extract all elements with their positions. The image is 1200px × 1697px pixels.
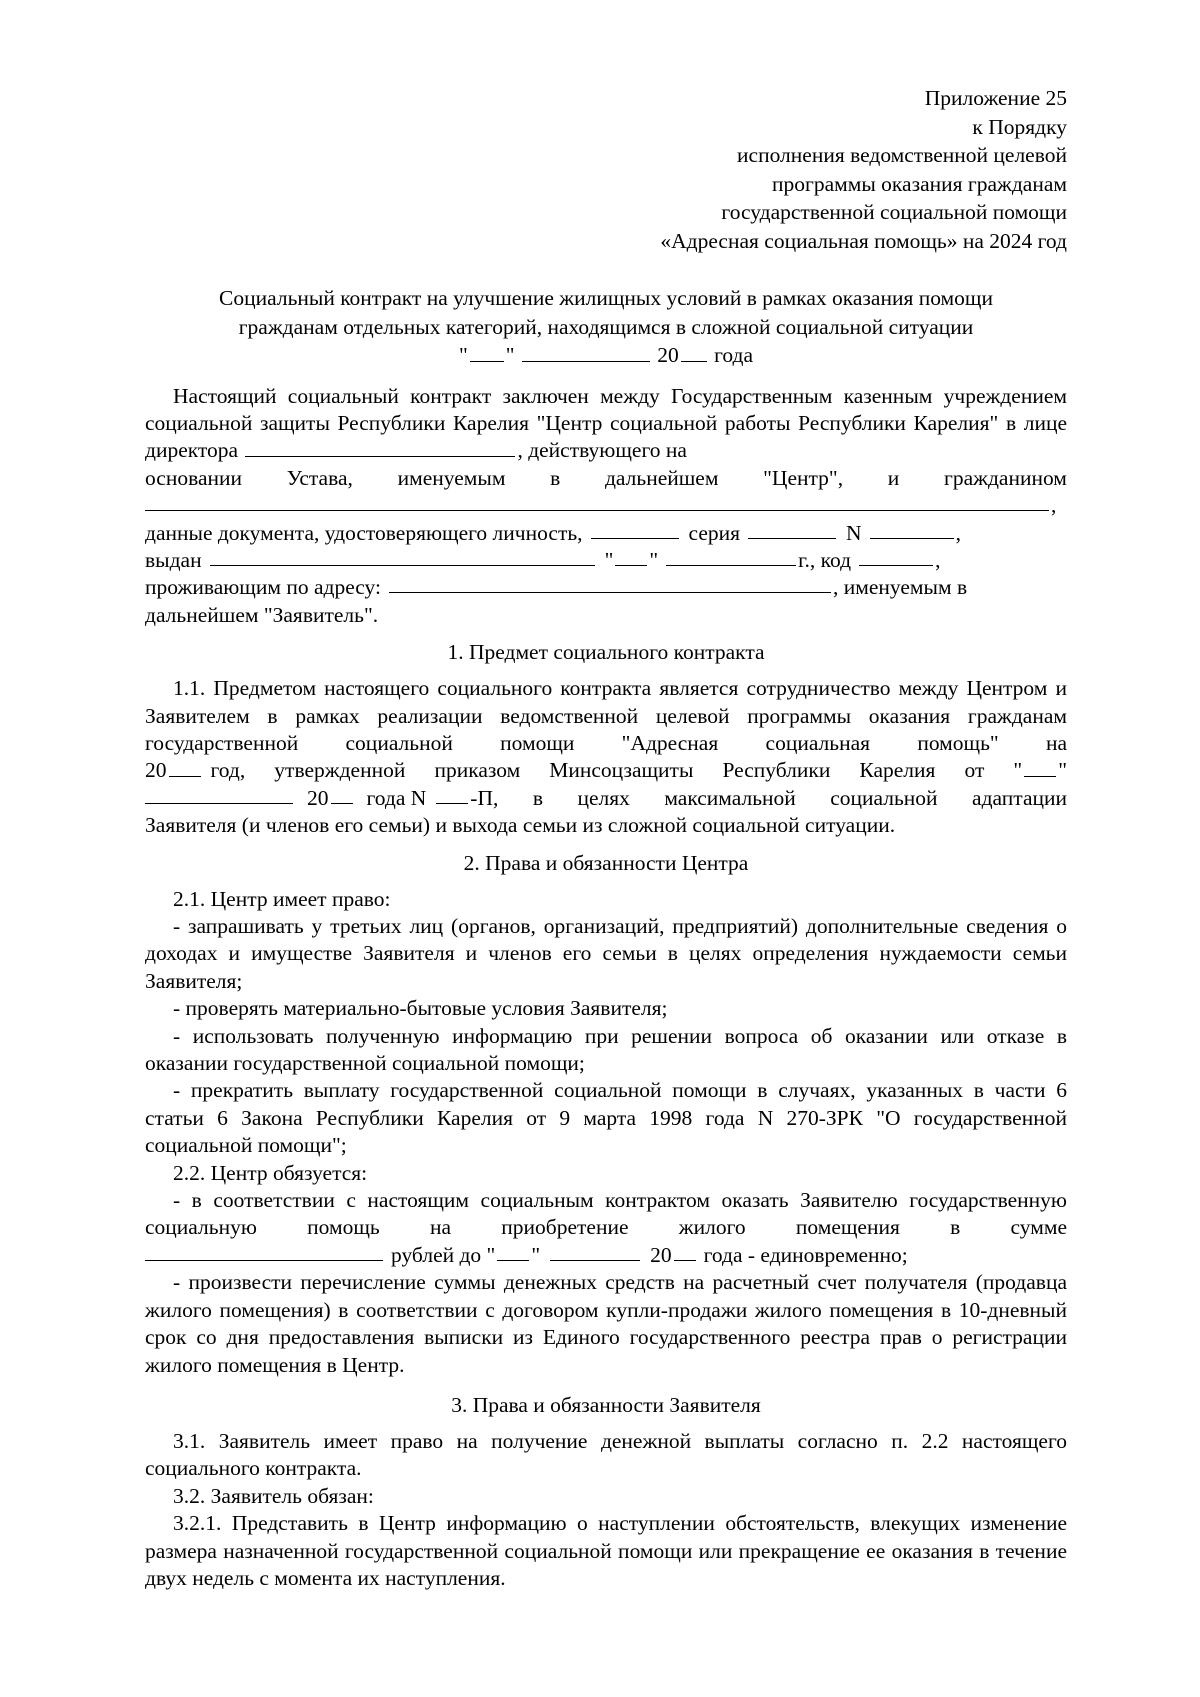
section-2-heading: 2. Права и обязанности Центра [463, 850, 749, 875]
appendix-line: программы оказания гражданам [772, 171, 1067, 196]
clause-2-2-b: - произвести перечисление суммы денежных средств на расчетный счет получателя (продавца жилого помещения) в соответствии с договором купли-продажи жилого помещения в 10-дневный срок со дня предоставления выписки из Единого государственного реестра прав о регистрации жилого помещения в Центр. [145, 1270, 1067, 1377]
clause-2-1-c: - использовать полученную информацию при решении вопроса об оказании или отказе в оказании государственной социальной помощи; [145, 1023, 1067, 1076]
document-page [145, 84, 1067, 1592]
title-line-2: гражданам отдельных категорий, находящимся в сложной социальной ситуации [238, 314, 974, 339]
identity-document-line: данные документа, удостоверяющего личность, серия N , [145, 520, 961, 545]
number-blank [870, 520, 954, 539]
appendix-line: Приложение 25 [924, 86, 1067, 110]
clause-2-2: 2.2. Центр обязуется: [173, 1160, 368, 1185]
address-line: проживающим по адресу: , именуемым в [145, 575, 968, 600]
document-blank [591, 520, 679, 539]
payment-month-blank [550, 1242, 640, 1261]
clause-3-1: 3.1. Заявитель имеет право на получение денежной выплаты согласно п. 2.2 настоящего социального контракта. [145, 1428, 1067, 1481]
citizen-name-line: , [145, 492, 1067, 519]
appendix-header [145, 84, 1067, 255]
day-blank [470, 343, 504, 362]
series-blank [748, 520, 836, 539]
payment-day-blank [497, 1242, 529, 1261]
section-1-line-6: Заявителя (и членов его семьи) и выхода семьи из сложной социальной ситуации. [145, 813, 896, 838]
director-name-blank [245, 438, 515, 457]
code-blank [859, 547, 933, 566]
clause-2-2-a: - в соответствии с настоящим социальным контрактом оказать Заявителю государственную социальную помощь на приобретение жилого помещения в сумме [145, 1188, 1067, 1240]
section-3-body [145, 1428, 1067, 1592]
month-blank [522, 343, 650, 362]
address-blank [389, 574, 831, 593]
amount-blank [145, 1242, 383, 1261]
year-blank [681, 343, 707, 362]
section-1-paragraph: 1.1. Предметом настоящего социального контракта является сотрудничество между Центром и Заявителем в рамках реализации ведомственной целевой программы оказания гражданам государственной социальной помощи "Адресная социальная помощь" на [145, 676, 1067, 755]
section-3-heading: 3. Права и обязанности Заявителя [451, 1392, 761, 1417]
appendix-line: исполнения ведомственной целевой [737, 143, 1067, 167]
issued-by-blank [210, 547, 595, 566]
payment-year-blank [674, 1242, 696, 1261]
section-1-line-5: 20 года N -П, в целях максимальной социальной адаптации [145, 785, 1067, 812]
order-month-blank [145, 785, 293, 804]
intro-line-4: основании Устава, именуемым в дальнейшем "Центр", и гражданином [145, 465, 1067, 490]
section-1-line-4: 20 год, утвержденной приказом Минсоцзащиты Республики Карелия от " " [145, 758, 1067, 783]
section-1-heading: 1. Предмет социального контракта [447, 640, 765, 665]
clause-2-1-b: - проверять материально-бытовые условия Заявителя; [173, 996, 668, 1021]
clause-2-2-a-line-3: рублей до " " 20 года - единовременно; [145, 1242, 1067, 1269]
clause-2-1: 2.1. Центр имеет право: [173, 886, 391, 911]
issue-day-blank [615, 547, 647, 566]
clause-2-1-d: - прекратить выплату государственной социальной помощи в случаях, указанных в части 6 статьи 6 Закона Республики Карелия от 9 марта 1998 года N 270-ЗРК "О государственной социальной помощи"; [145, 1078, 1067, 1158]
program-year-blank [169, 758, 201, 777]
clause-3-2: 3.2. Заявитель обязан: [173, 1483, 374, 1508]
intro-paragraph: Настоящий социальный контракт заключен между Государственным казенным учреждением социальной защиты Республики Карелия "Центр социальной работы Республики Карелия" в лице директора , действующего на [145, 383, 1067, 463]
issued-line: выдан " " г., код , [145, 547, 941, 572]
title-date-line: " " 20 года [458, 343, 754, 367]
citizen-name-blank [145, 492, 1049, 511]
title-line-1: Социальный контракт на улучшение жилищных условий в рамках оказания помощи [219, 286, 993, 310]
applicant-line: дальнейшем "Заявитель". [145, 602, 379, 627]
appendix-line: «Адресная социальная помощь» на 2024 год [660, 228, 1067, 253]
clause-2-1-a: - запрашивать у третьих лиц (органов, организаций, предприятий) дополнительные сведения о доходах и имуществе Заявителя и членов его семьи в целях определения нуждаемости семьи Заявителя; [145, 914, 1067, 993]
order-number-blank [436, 785, 468, 804]
contract-title [145, 284, 1067, 370]
appendix-line: к Порядку [972, 114, 1067, 139]
section-1-body [145, 675, 1067, 839]
intro-block [145, 383, 1067, 630]
clause-3-2-1: 3.2.1. Представить в Центр информацию о наступлении обстоятельств, влекущих изменение размера назначенной государственной социальной помощи или прекращение ее оказания в течение двух недель с момента их наступления. [145, 1511, 1067, 1590]
order-year-blank [331, 785, 353, 804]
appendix-line: государственной социальной помощи [721, 200, 1067, 224]
section-2-body [145, 886, 1067, 1379]
order-day-blank [1024, 758, 1056, 777]
issue-month-blank [666, 547, 796, 566]
